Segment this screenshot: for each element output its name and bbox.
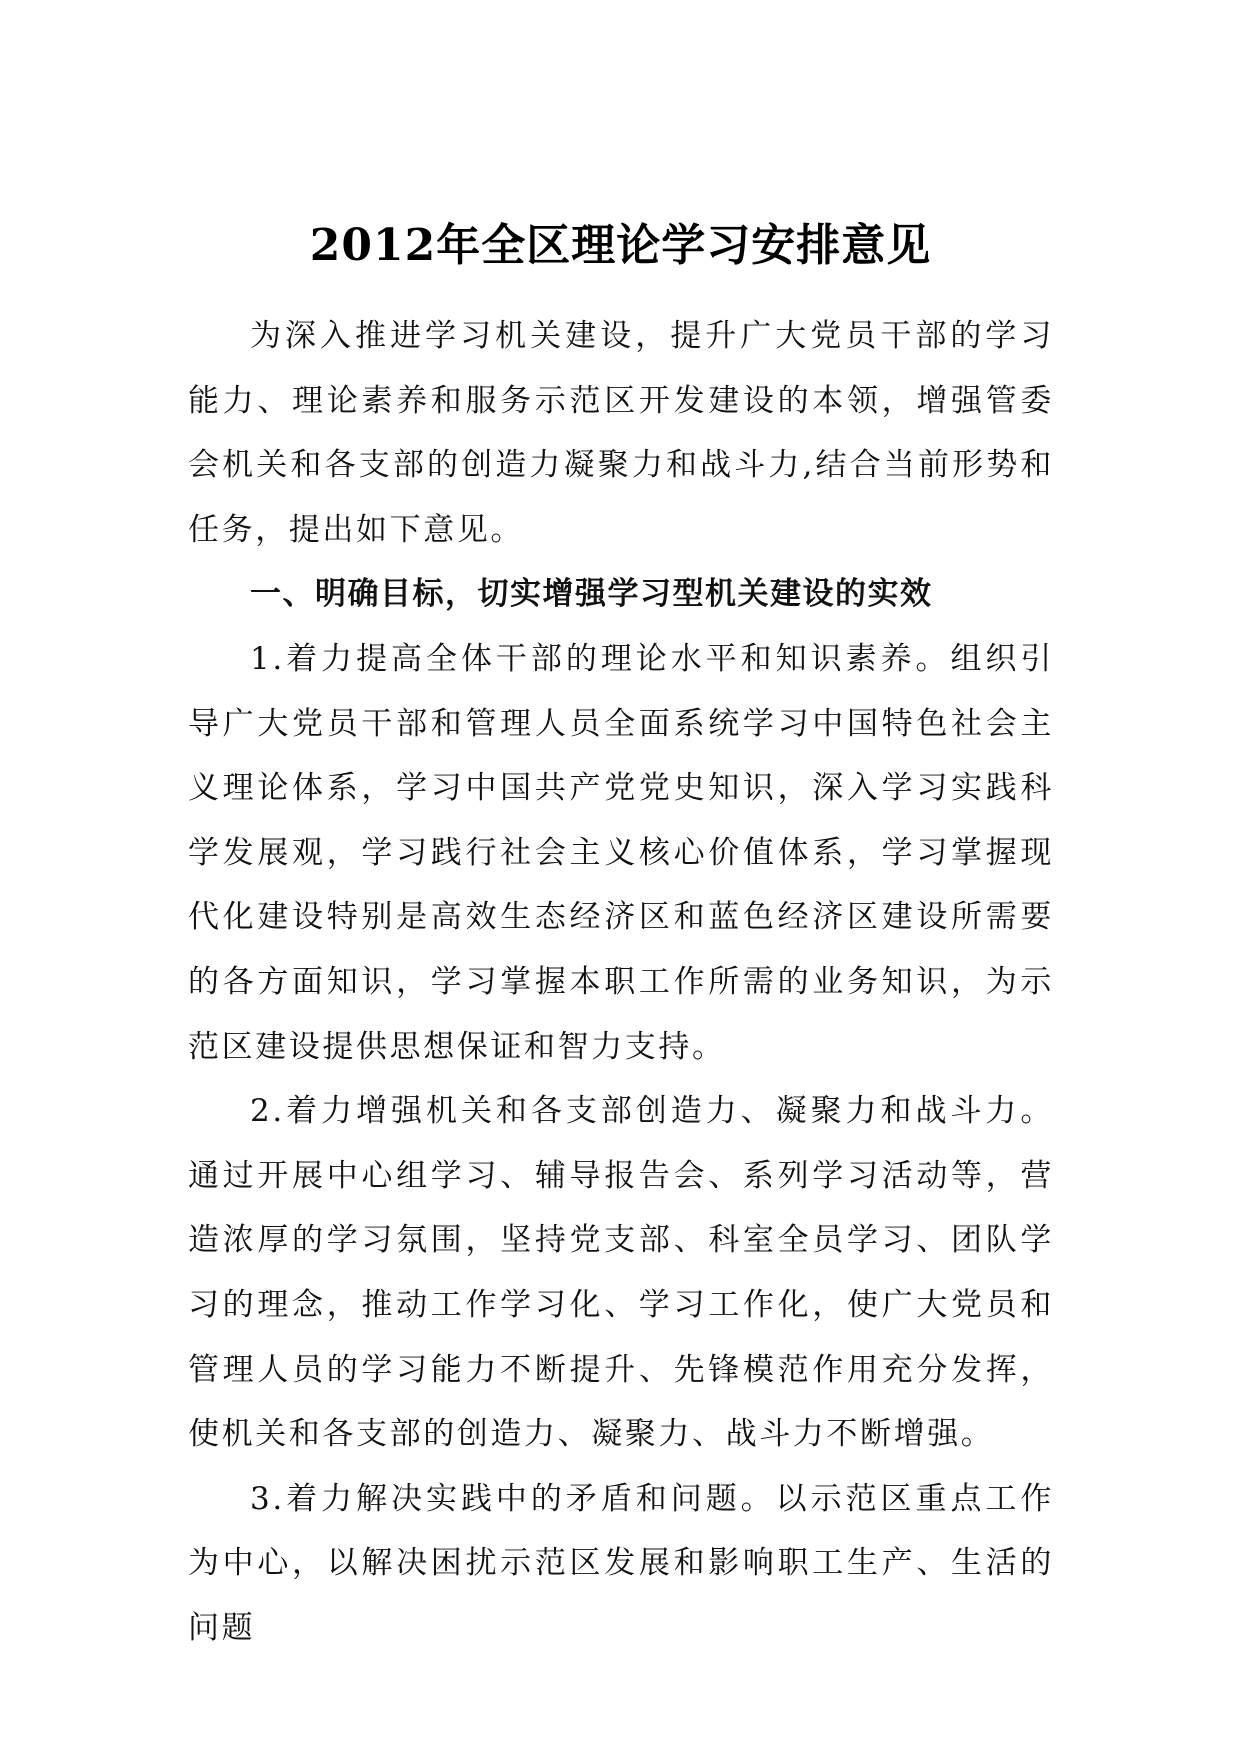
document-title: 2012年全区理论学习安排意见 <box>309 220 932 271</box>
document-body <box>188 304 1054 1660</box>
list-item-2: 2.着力增强机关和各支部创造力、凝聚力和战斗力。通过开展中心组学习、辅导报告会、系列学习活动等，营造浓厚的学习氛围，坚持党支部、科室全员学习、团队学习的理念，推动工作学习化、学习工作化，使广大党员和管理人员的学习能力不断提升、先锋模范作用充分发挥，使机关和各支部的创造力、凝聚力、战斗力不断增强。 <box>188 1093 1054 1453</box>
section-heading: 一、明确目标，切实增强学习型机关建设的实效 <box>250 576 933 613</box>
list-item-3: 3.着力解决实践中的矛盾和问题。以示范区重点工作为中心，以解决困扰示范区发展和影响职工生产、生活的问题 <box>188 1480 1054 1646</box>
intro-paragraph: 为深入推进学习机关建设，提升广大党员干部的学习能力、理论素养和服务示范区开发建设的本领，增强管委会机关和各支部的创造力凝聚力和战斗力,结合当前形势和任务，提出如下意见。 <box>188 318 1054 548</box>
list-item-1: 1.着力提高全体干部的理论水平和知识素养。组织引导广大党员干部和管理人员全面系统学习中国特色社会主义理论体系，学习中国共产党党史知识，深入学习实践科学发展观，学习践行社会主义核心价值体系，学习掌握现代化建设特别是高效生态经济区和蓝色经济区建设所需要的各方面知识，学习掌握本职工作所需的业务知识，为示范区建设提供思想保证和智力支持。 <box>188 640 1054 1065</box>
